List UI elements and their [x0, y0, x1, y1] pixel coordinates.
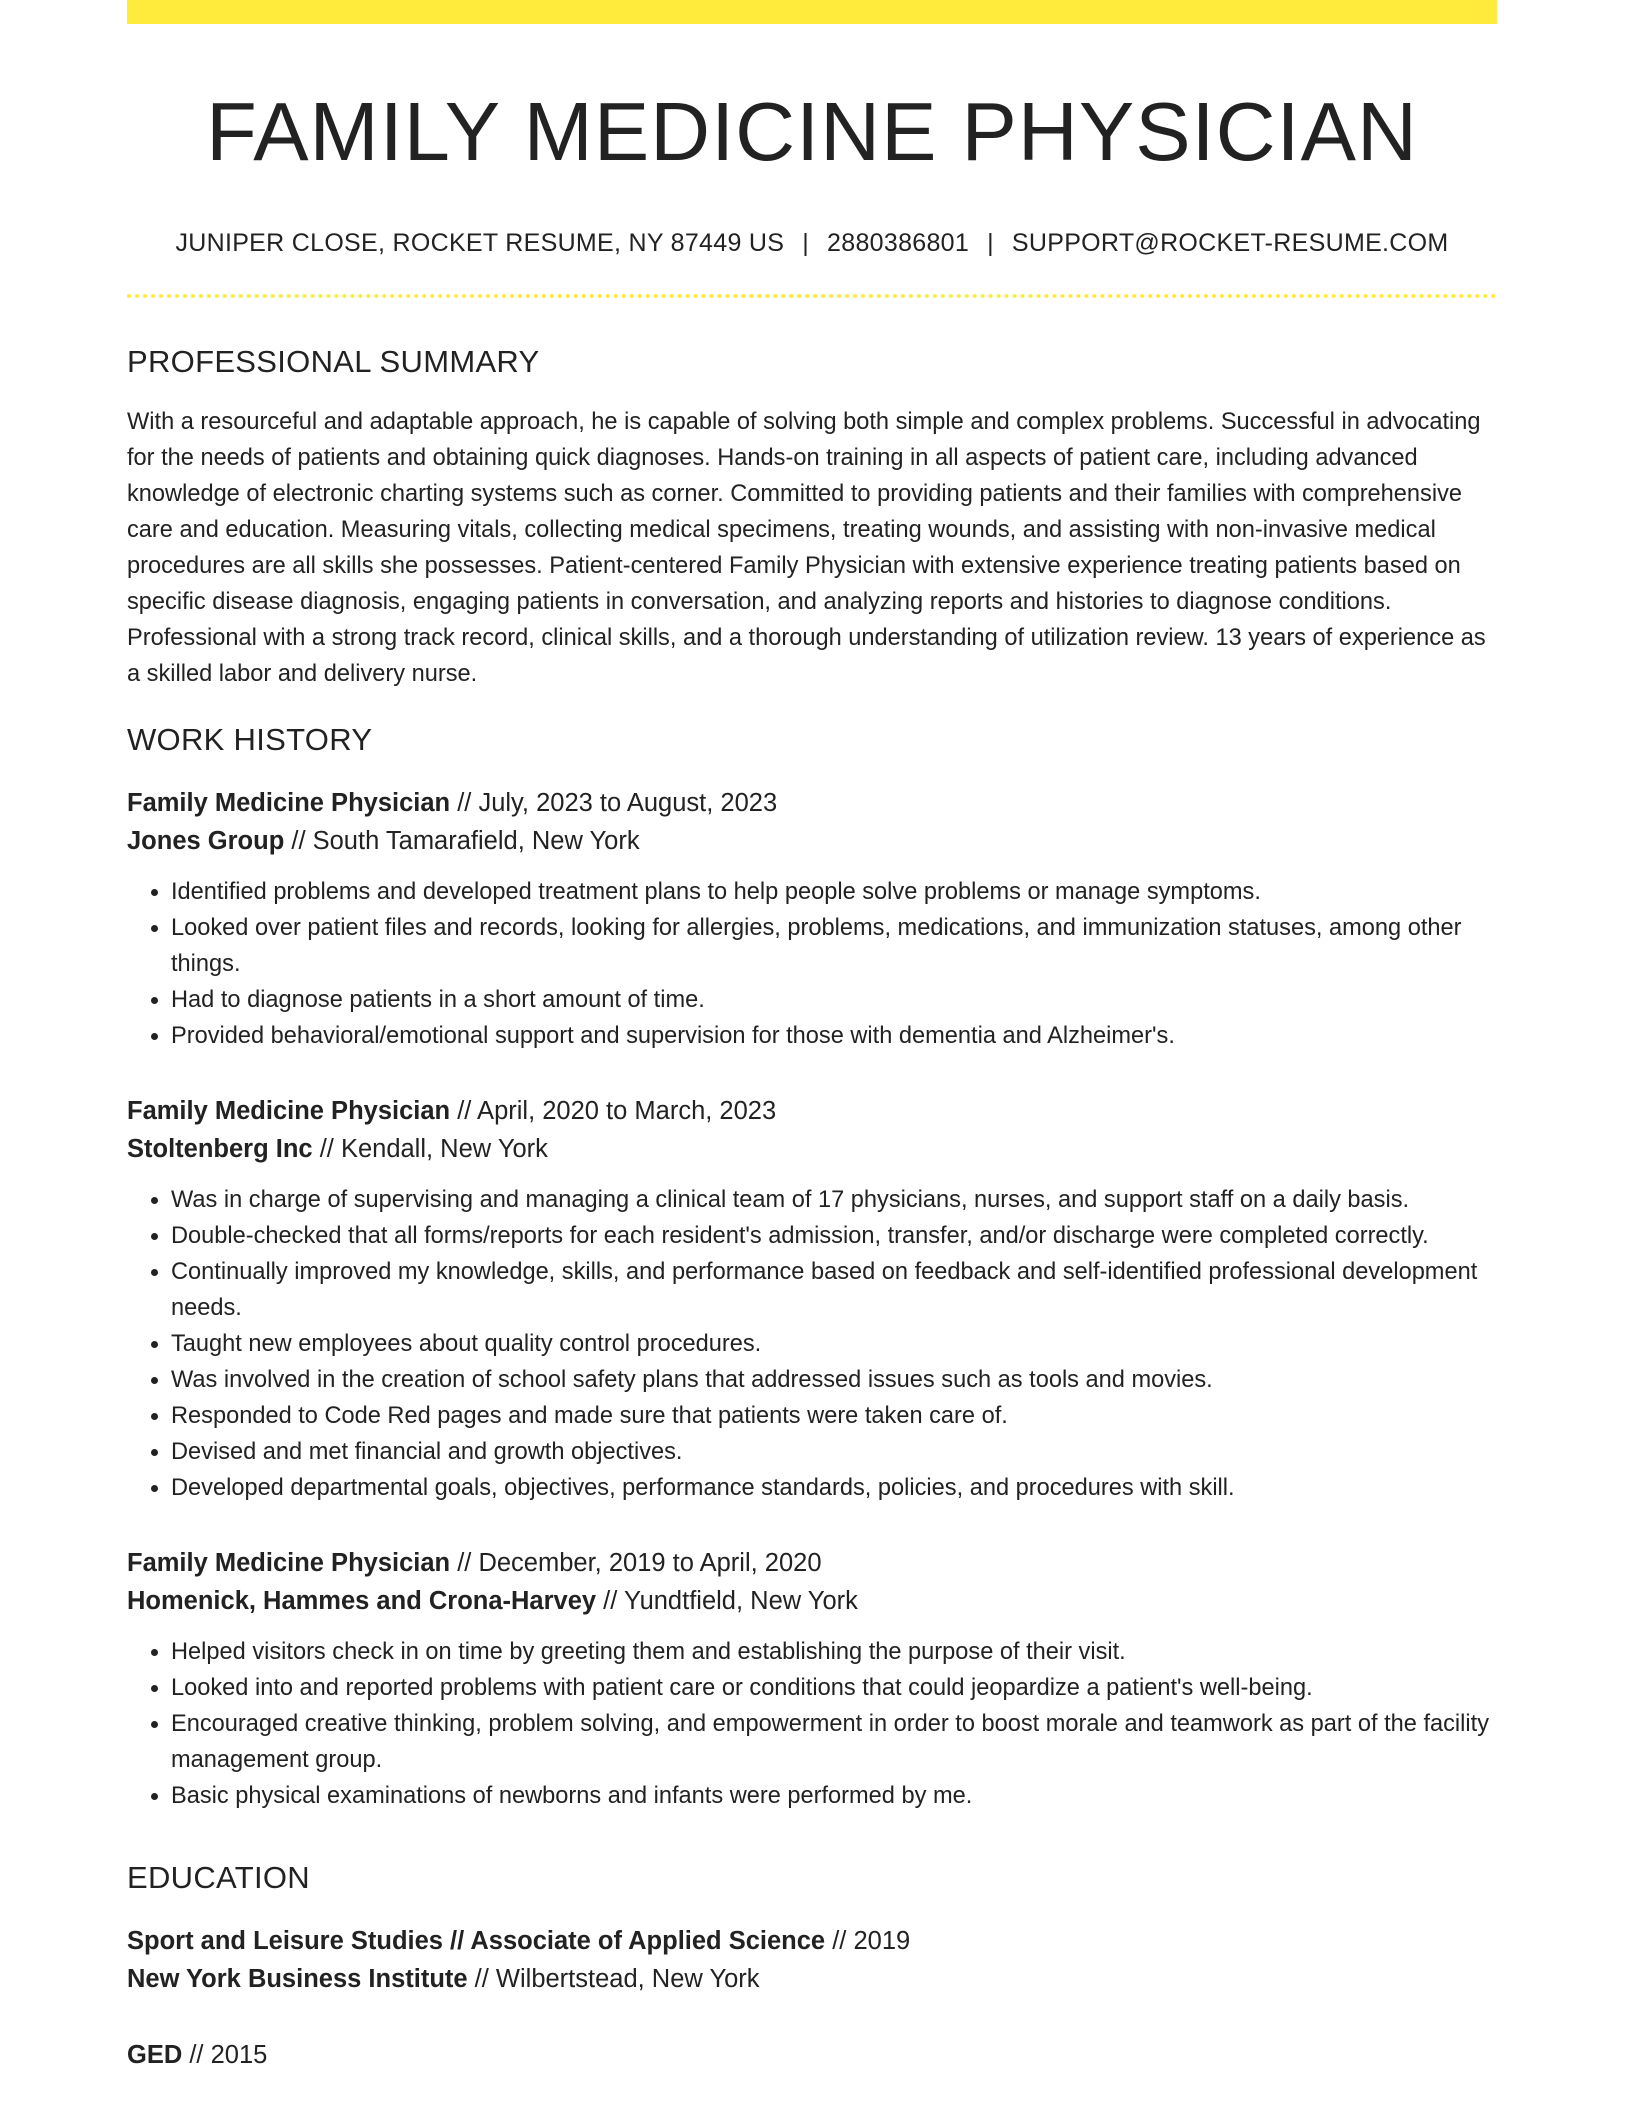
job-bullet: • Continually improved my knowledge, skills, and performance based on feedback and self-identified professional development needs. [171, 1254, 1497, 1326]
job-bullet: • Helped visitors check in on time by greeting them and establishing the purpose of their visit. [171, 1634, 1497, 1670]
job-bullet: • Looked into and reported problems with patient care or conditions that could jeopardize a patient's well-being. [171, 1670, 1497, 1706]
job-company: Stoltenberg Inc [127, 1135, 313, 1164]
job-role: Family Medicine Physician [127, 1097, 451, 1126]
job-bullet: • Taught new employees about quality control procedures. [171, 1326, 1497, 1362]
job-dates: // December, 2019 to April, 2020 [450, 1549, 822, 1578]
job-company-line [127, 822, 1497, 860]
job-bullets [127, 1634, 1497, 1814]
job-entry [127, 1092, 1497, 1506]
job-bullet: • Devised and met financial and growth objectives. [171, 1434, 1497, 1470]
job-dates: // April, 2020 to March, 2023 [450, 1097, 777, 1126]
job-role: Family Medicine Physician [127, 1549, 451, 1578]
job-bullet: • Had to diagnose patients in a short amount of time. [171, 982, 1497, 1018]
contact-address: JUNIPER CLOSE, ROCKET RESUME, NY 87449 US [175, 229, 785, 258]
job-entry [127, 1544, 1497, 1814]
job-entry [127, 784, 1497, 1054]
resume-name: FAMILY MEDICINE PHYSICIAN [206, 85, 1418, 178]
job-bullet: • Was involved in the creation of school safety plans that addressed issues such as tools and movies. [171, 1362, 1497, 1398]
job-location: // Yundtfield, New York [596, 1587, 858, 1616]
education-heading: EDUCATION [127, 1860, 310, 1896]
job-role: Family Medicine Physician [127, 789, 451, 818]
contact-email: SUPPORT@ROCKET-RESUME.COM [1011, 229, 1449, 258]
contact-separator: | [802, 229, 810, 258]
education-entry [127, 2036, 1497, 2074]
job-bullet: • Provided behavioral/emotional support and supervision for those with dementia and Alzheimer's. [171, 1018, 1497, 1054]
job-bullet: • Double-checked that all forms/reports for each resident's admission, transfer, and/or discharge were completed correctly. [171, 1218, 1497, 1254]
job-title-line [127, 1092, 1497, 1130]
summary-text: With a resourceful and adaptable approach, he is capable of solving both simple and complex problems. Successful in advocating for the needs of patients and obtaining quick diagnoses. Hands-on training in all aspects of patient care, including advanced knowledge of electronic charting systems such as corner. Committed to providing patients and their families with comprehensive care and education. Measuring vitals, collecting medical specimens, treating wounds, and assisting with non-invasive medical procedures are all skills she possesses. Patient-centered Family Physician with extensive experience treating patients based on specific disease diagnosis, engaging patients in conversation, and analyzing reports and histories to diagnose conditions. Professional with a strong track record, clinical skills, and a thorough understanding of utilization review. 13 years of experience as a skilled labor and delivery nurse. [127, 409, 1486, 688]
job-company-line [127, 1582, 1497, 1620]
top-accent-bar [127, 0, 1497, 24]
job-company: Homenick, Hammes and Crona-Harvey [127, 1587, 597, 1616]
summary-heading: PROFESSIONAL SUMMARY [127, 344, 540, 380]
education-school: New York Business Institute [127, 1965, 468, 1994]
job-bullet: • Developed departmental goals, objectives, performance standards, policies, and procedures with skill. [171, 1470, 1497, 1506]
job-bullet: • Encouraged creative thinking, problem solving, and empowerment in order to boost morale and teamwork as part of the facility management group. [171, 1706, 1497, 1778]
job-bullet: • Was in charge of supervising and managing a clinical team of 17 physicians, nurses, and support staff on a daily basis. [171, 1182, 1497, 1218]
job-bullet: • Looked over patient files and records, looking for allergies, problems, medications, and immunization statuses, among other things. [171, 910, 1497, 982]
education-degree: GED [127, 2041, 183, 2070]
job-bullet: • Identified problems and developed treatment plans to help people solve problems or manage symptoms. [171, 874, 1497, 910]
dotted-divider [127, 294, 1497, 298]
job-company: Jones Group [127, 827, 285, 856]
job-dates: // July, 2023 to August, 2023 [450, 789, 778, 818]
education-degree-line [127, 2036, 1497, 2074]
education-school-line [127, 1960, 1497, 1998]
contact-phone: 2880386801 [827, 229, 970, 258]
education-year: // 2015 [182, 2041, 268, 2070]
contact-line [127, 229, 1497, 258]
education-degree: Sport and Leisure Studies // Associate of Applied Science [127, 1927, 826, 1956]
job-company-line [127, 1130, 1497, 1168]
job-title-line [127, 1544, 1497, 1582]
job-bullets [127, 1182, 1497, 1506]
contact-separator: | [987, 229, 994, 258]
job-bullets [127, 874, 1497, 1054]
education-entry [127, 1922, 1497, 1998]
job-location: // Kendall, New York [312, 1135, 548, 1164]
work-history-heading: WORK HISTORY [127, 722, 373, 758]
job-title-line [127, 784, 1497, 822]
job-bullet: • Responded to Code Red pages and made sure that patients were taken care of. [171, 1398, 1497, 1434]
job-bullet: • Basic physical examinations of newborns and infants were performed by me. [171, 1778, 1497, 1814]
education-year: // 2019 [825, 1927, 911, 1956]
job-location: // South Tamarafield, New York [284, 827, 640, 856]
education-degree-line [127, 1922, 1497, 1960]
resume-page [127, 0, 1497, 2074]
education-location: // Wilbertstead, New York [467, 1965, 760, 1994]
